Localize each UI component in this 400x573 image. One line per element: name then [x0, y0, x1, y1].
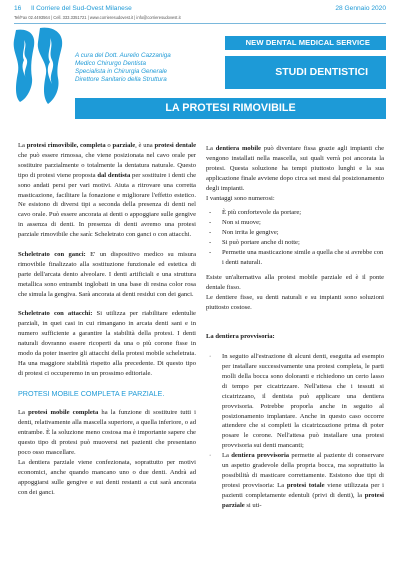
list-item: · La dentiera provvisoria permette al paziente di conservare un aspetto gradevole della propria bocca, ma soprattutto la possibilità di masticare correttamente. Esistono due tipi di protesi provvisoria: La protesi totale viene utilizzata per i pazienti completamente edentuli (privi di denti), la protesi parziale si uti- — [206, 451, 384, 510]
author-title: Direttore Sanitario della Struttura — [75, 76, 167, 83]
contact-line: Tel/Fax 02.4493564 | Cell. 333.3351721 | www.corrieresudovest.it | info@corrieresudovest.it — [14, 15, 181, 20]
author-name: A cura del Dott. Aurelio Cazzaniga — [75, 52, 171, 59]
paragraph-ganci: Scheletrato con ganci: E' un dispositivo medico su misura rimovibile finalizzato alla sostituzione funzionale ed estetica di parte dell'arcata dento alveolare. I denti artificiali e una struttura metallica sono entrambi inglobati in una base di resina color rosa che simula la gengiva. Sarà ancorata ai denti residui con dei ganci. — [18, 250, 196, 298]
paragraph-parziale: La dentiera parziale viene confezionata, soprattutto per motivi economici, anche quando mancano uno o due denti. Andrà ad appoggiarsi sulle gengive e sui denti restanti a cui sarà ancorata con dei ganci. — [18, 458, 196, 496]
advantages-intro: I vantaggi sono numerosi: — [206, 194, 275, 202]
subheading-protesi-mobile: PROTESI MOBILE COMPLETA E PARZIALE. — [18, 388, 165, 398]
advantages-list — [206, 208, 384, 267]
author-block — [75, 52, 225, 84]
provvisoria-list — [206, 352, 384, 511]
paragraph-intro: La protesi rimovibile, completa o parziale, è una protesi dentale che può essere rimossa, che viene posizionata nel cavo orale per sostituire parzialmente o totalmente la dentatura naturale. Questo tipo di protesi viene proposta dal dentista per sostituire i denti che sono andati persi per vari motivi. Aiuta a ritrovare una corretta masticazione, facilitare la fonazione e migliorare l'effetto estetico. Ne esistono di diversi tipi a seconda della presenza di denti nel cavo orale. Può essere ancorata ai denti o appoggiare sulle gengive in assenza di denti. In presenza di denti avremo una protesi parziale rimovibile che sarà: Scheletrato con ganci o con attacchi. — [18, 142, 197, 239]
list-item: - Permette una masticazione simile a quella che si avrebbe con i denti naturali. — [206, 248, 384, 268]
issue-date: 28 Gennaio 2020 — [335, 5, 386, 12]
list-item: · In seguito all'estrazione di alcuni denti, eseguita ad esempio per installare successivamente una protesi completa, le parti molli della bocca sono doloranti e richiedono un certo lasso di tempo per cicatrizzare. Nell'attesa che i tessuti si cicatrizzano, il dentista può applicare una dentiera provvisoria. Potrebbe proporla anche in seguito al posizionamento implantare. Anche in questo caso occorre attendere che si completi la cicatrizzazione prima di poter posare le corone. Nell'attesa può installare una protesi provvisoria sui denti mancanti; — [206, 352, 384, 451]
author-role: Medico Chirurgo Dentista — [75, 60, 147, 67]
studio-logo — [10, 26, 68, 106]
subheading-provvisoria: La dentiera provvisoria: — [206, 333, 275, 341]
list-item: - Non irrita le gengive; — [206, 228, 384, 238]
paragraph-attacchi: Scheletrato con attacchi: Si utilizza per riabilitare edentulie parziali, in quei casi in cui rimangano in arcata denti sani e in numero sufficiente a garantire la stabilità della protesi. I denti naturali dovranno essere ricoperti da una o più corone fisse in modo da poter inserire gli attacchi della protesi mobile scheletrata. Ha una maggiore stabilità rispetto alla precedente. Di questo tipo di protesi ci occuperemo in un prossimo editoriale. — [18, 310, 196, 377]
section-banner: STUDI DENTISTICI — [225, 56, 386, 89]
paragraph-completa: La protesi mobile completa ha la funzione di sostituire tutti i denti, relativamente alla mascella superiore, a quella inferiore, o ad entrambe. È la soluzione meno costosa ma è importante sapere che questo tipo di protesi può muoversi nei pazienti che presentano poco osso mascellare. — [18, 409, 196, 457]
top-header — [14, 5, 386, 15]
list-item: - Non si muove; — [206, 218, 384, 228]
article-title: LA PROTESI RIMOVIBILE — [75, 98, 386, 119]
service-banner: NEW DENTAL MEDICAL SERVICE — [225, 36, 386, 50]
list-item: - Si può portare anche di notte; — [206, 238, 384, 248]
paragraph-dentiera-mobile: La dentiera mobile può diventare fissa grazie agli impianti che vengono installati nella mascella, sui quali verrà poi ancorata la protesi. Questa soluzione ha tempi piuttosto lunghi e la sua applicazione finale avviene dopo circa sei mesi dal posizionamento degli impianti. — [206, 145, 385, 192]
paragraph-dentiere-fisse: Le dentiere fisse, su denti naturali e su impianti sono soluzioni piuttosto costose. — [206, 293, 384, 311]
article-column-left — [18, 141, 196, 498]
list-item: - È più confortevole da portare; — [206, 208, 384, 218]
header-rule — [14, 23, 386, 24]
paragraph-ponte: Esiste un'alternativa alla protesi mobile parziale ed è il ponte dentale fisso. — [206, 273, 384, 291]
publication-name: Il Corriere del Sud-Ovest Milanese — [31, 5, 132, 12]
page-number: 16 — [14, 5, 22, 12]
author-specialty: Specialista in Chirurgia Generale — [75, 68, 168, 75]
article-column-right — [206, 144, 384, 511]
